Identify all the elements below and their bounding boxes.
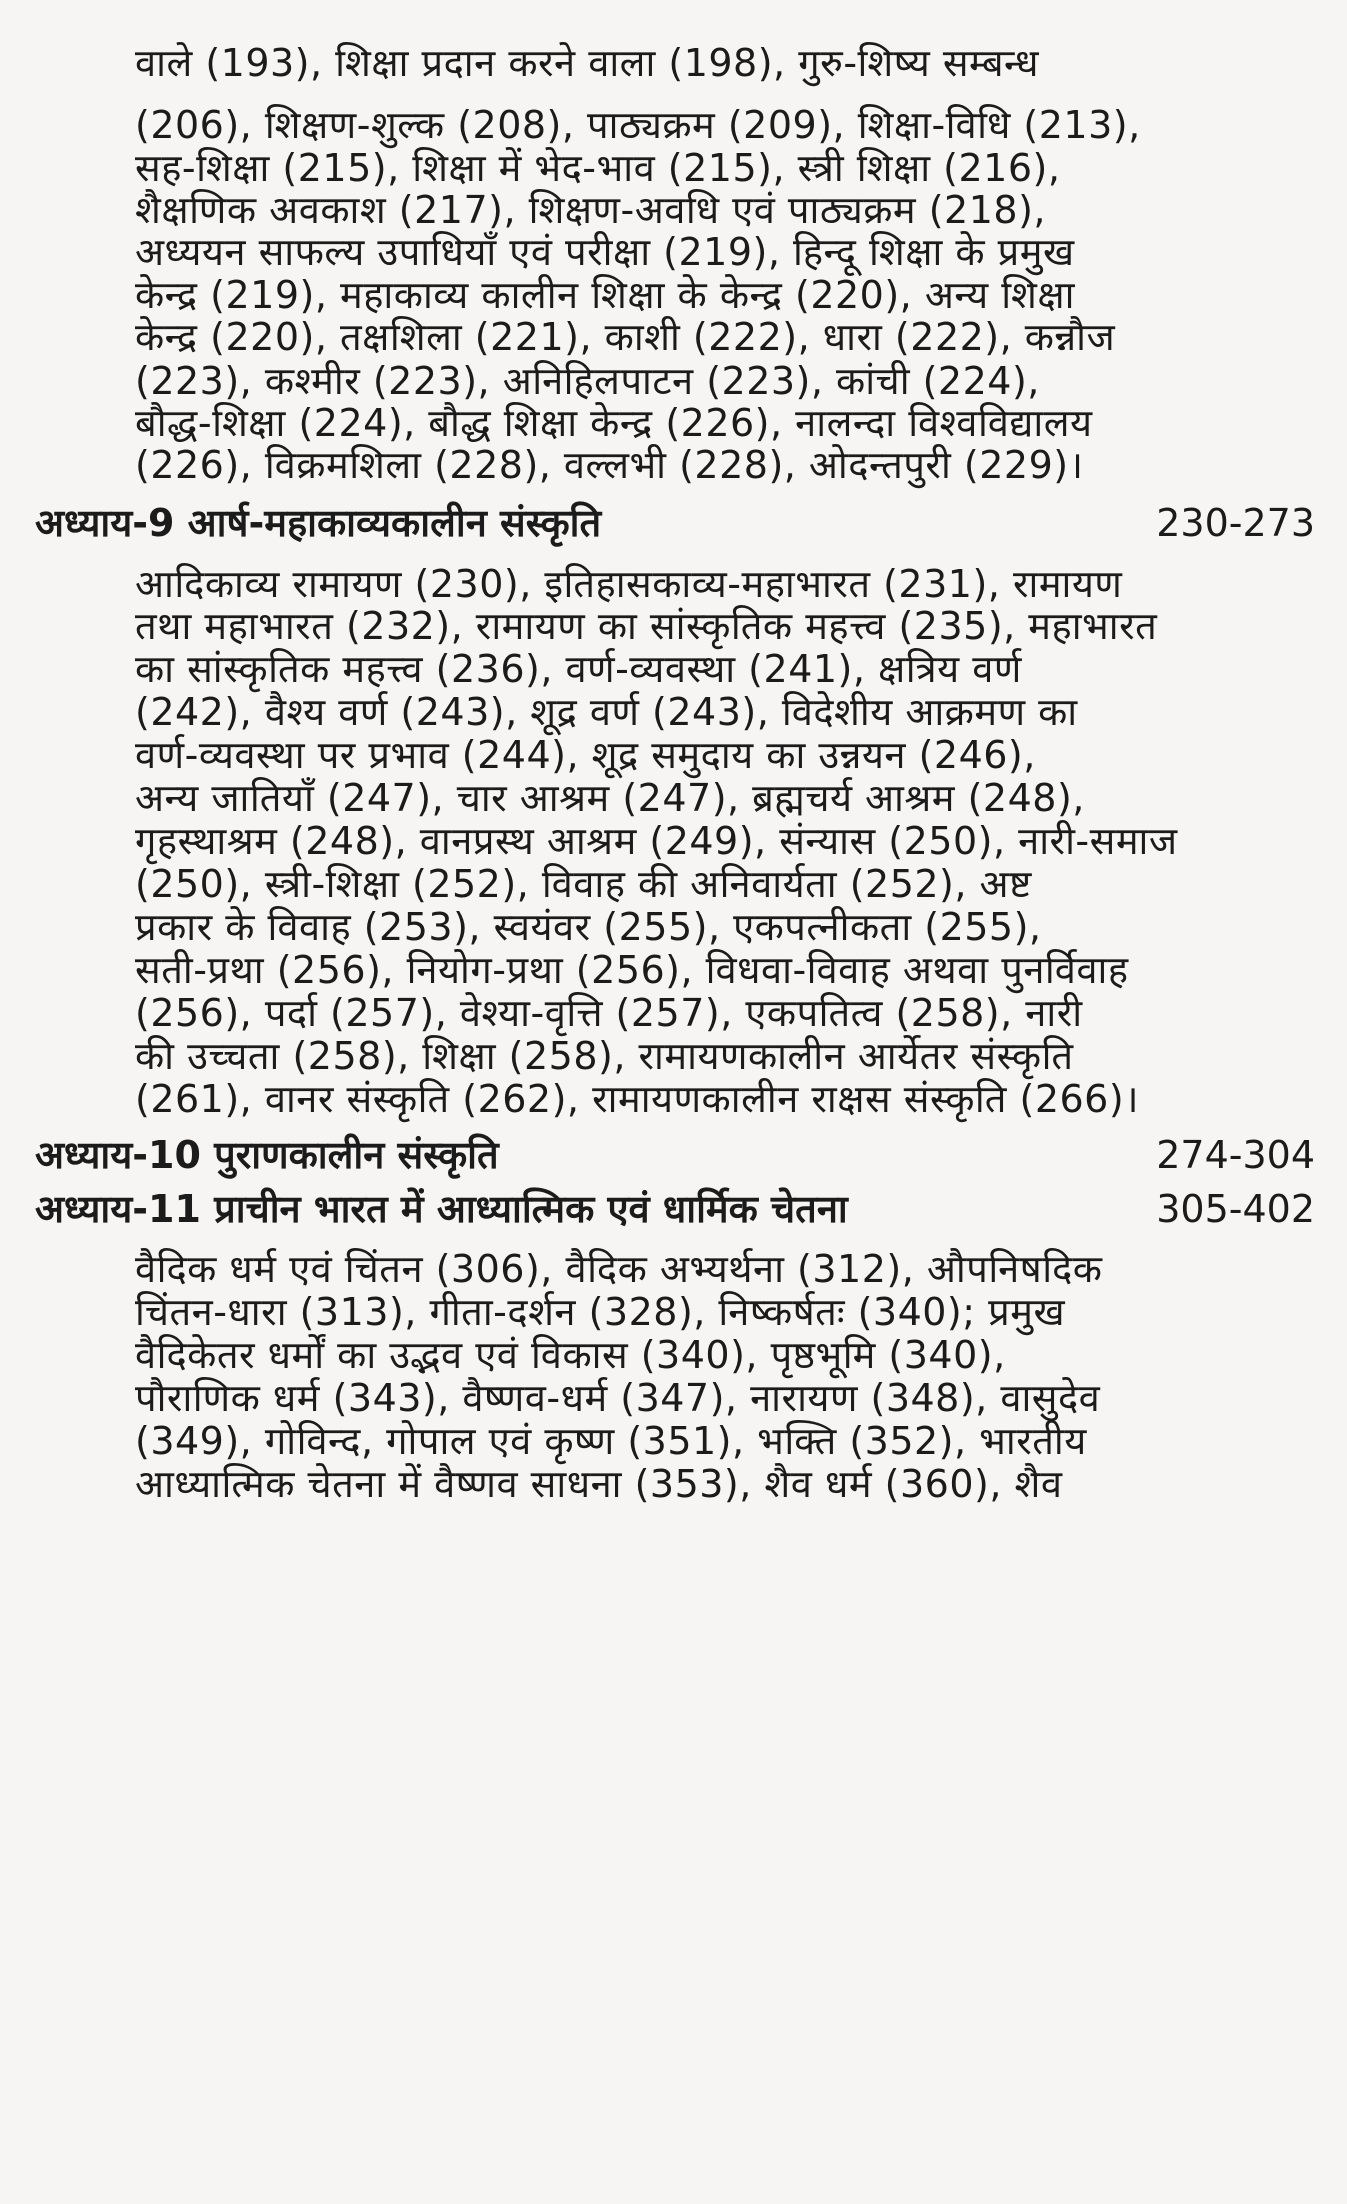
text-line: (256), पर्दा (257), वेश्या-वृत्ति (257), एकपतित्व (258), नारी	[135, 991, 1083, 1035]
text-line: आदिकाव्य रामायण (230), इतिहासकाव्य-महाभारत (231), रामायण	[135, 562, 1123, 606]
text-line: केन्द्र (220), तक्षशिला (221), काशी (222), धारा (222), कन्नौज	[135, 315, 1116, 359]
text-line: का सांस्कृतिक महत्त्व (236), वर्ण-व्यवस्था (241), क्षत्रिय वर्ण	[135, 647, 1022, 691]
text-line: वर्ण-व्यवस्था पर प्रभाव (244), शूद्र समुदाय का उन्नयन (246),	[135, 733, 1036, 777]
text-line: केन्द्र (219), महाकाव्य कालीन शिक्षा के केन्द्र (220), अन्य शिक्षा	[135, 273, 1075, 317]
chapter-page-range: 274-304	[1156, 1133, 1315, 1177]
text-line: तथा महाभारत (232), रामायण का सांस्कृतिक महत्त्व (235), महाभारत	[135, 604, 1158, 648]
text-line: अध्ययन साफल्य उपाधियाँ एवं परीक्षा (219), हिन्दू शिक्षा के प्रमुख	[135, 230, 1075, 274]
text-line: बौद्ध-शिक्षा (224), बौद्ध शिक्षा केन्द्र (226), नालन्दा विश्वविद्यालय	[135, 401, 1093, 445]
text-line: शैक्षणिक अवकाश (217), शिक्षण-अवधि एवं पाठ्यक्रम (218),	[135, 188, 1046, 232]
chapter-page-range: 230-273	[1156, 501, 1315, 545]
text-line: गृहस्थाश्रम (248), वानप्रस्थ आश्रम (249), संन्यास (250), नारी-समाज	[135, 819, 1178, 863]
text-line: की उच्चता (258), शिक्षा (258), रामायणकालीन आर्येतर संस्कृति	[135, 1034, 1074, 1078]
text-line: (226), विक्रमशिला (228), वल्लभी (228), ओदन्तपुरी (229)।	[135, 443, 1084, 487]
chapter-title: अध्याय-11 प्राचीन भारत में आध्यात्मिक एवं धार्मिक चेतना	[35, 1187, 848, 1231]
chapter-title: अध्याय-9 आर्ष-महाकाव्यकालीन संस्कृति	[35, 501, 602, 545]
text-line: आध्यात्मिक चेतना में वैष्णव साधना (353), शैव धर्म (360), शैव	[135, 1462, 1063, 1506]
text-line: (261), वानर संस्कृति (262), रामायणकालीन राक्षस संस्कृति (266)।	[135, 1077, 1140, 1121]
text-line: वैदिकेतर धर्मों का उद्भव एवं विकास (340), पृष्ठभूमि (340),	[135, 1333, 1006, 1377]
text-line: सती-प्रथा (256), नियोग-प्रथा (256), विधवा-विवाह अथवा पुनर्विवाह	[135, 948, 1129, 992]
text-line: सह-शिक्षा (215), शिक्षा में भेद-भाव (215), स्त्री शिक्षा (216),	[135, 146, 1061, 190]
text-line: पौराणिक धर्म (343), वैष्णव-धर्म (347), नारायण (348), वासुदेव	[135, 1376, 1101, 1420]
text-line: (242), वैश्य वर्ण (243), शूद्र वर्ण (243), विदेशीय आक्रमण का	[135, 690, 1078, 734]
text-line: (250), स्त्री-शिक्षा (252), विवाह की अनिवार्यता (252), अष्ट	[135, 862, 1032, 906]
text-line: (349), गोविन्द, गोपाल एवं कृष्ण (351), भक्ति (352), भारतीय	[135, 1419, 1087, 1463]
text-line: वैदिक धर्म एवं चिंतन (306), वैदिक अभ्यर्थना (312), औपनिषदिक	[135, 1247, 1103, 1291]
chapter-page-range: 305-402	[1156, 1187, 1315, 1231]
text-line: (223), कश्मीर (223), अनिहिलपाटन (223), कांची (224),	[135, 359, 1040, 403]
text-line: (206), शिक्षण-शुल्क (208), पाठ्यक्रम (209), शिक्षा-विधि (213),	[135, 103, 1141, 147]
text-line: अन्य जातियाँ (247), चार आश्रम (247), ब्रह्मचर्य आश्रम (248),	[135, 776, 1085, 820]
text-line: चिंतन-धारा (313), गीता-दर्शन (328), निष्कर्षतः (340); प्रमुख	[135, 1290, 1066, 1334]
chapter-title: अध्याय-10 पुराणकालीन संस्कृति	[35, 1133, 499, 1177]
text-line: वाले (193), शिक्षा प्रदान करने वाला (198), गुरु-शिष्य सम्बन्ध	[135, 41, 1039, 85]
text-line: प्रकार के विवाह (253), स्वयंवर (255), एकपत्नीकता (255),	[135, 905, 1042, 949]
